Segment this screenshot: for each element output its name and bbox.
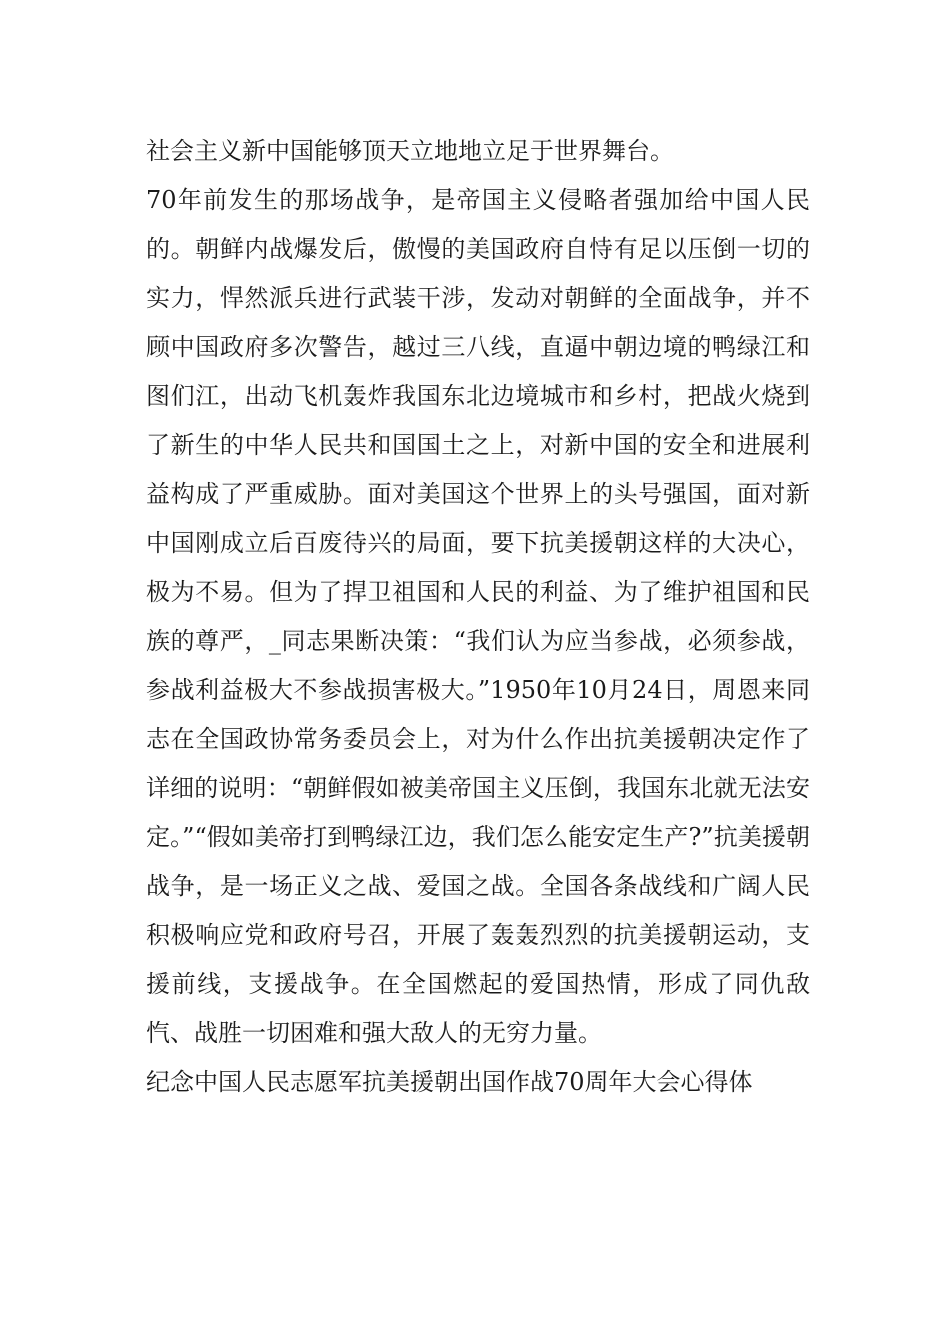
body-text [146, 127, 810, 1107]
paragraph-3: 纪念中国人民志愿军抗美援朝出国作战70周年大会心得体 [146, 1068, 753, 1096]
paragraph-2: 70年前发生的那场战争，是帝国主义侵略者强加给中国人民的。朝鲜内战爆发后，傲慢的美国政府自恃有足以压倒一切的实力，悍然派兵进行武装干涉，发动对朝鲜的全面战争，并不顾中国政府多次警告，越过三八线，直逼中朝边境的鸭绿江和图们江，出动飞机轰炸我国东北边境城市和乡村，把战火烧到了新生的中华人民共和国国土之上，对新中国的安全和进展利益构成了严重威胁。面对美国这个世界上的头号强国，面对新中国刚成立后百废待兴的局面，要下抗美援朝这样的大决心，极为不易。但为了捍卫祖国和人民的利益、为了维护祖国和民族的尊严，_同志果断决策：“我们认为应当参战，必须参战，参战利益极大不参战损害极大。”1950年10月24日，周恩来同志在全国政协常务委员会上，对为什么作出抗美援朝决定作了详细的说明：“朝鲜假如被美帝国主义压倒，我国东北就无法安定。”“假如美帝打到鸭绿江边，我们怎么能安定生产?”抗美援朝战争，是一场正义之战、爱国之战。全国各条战线和广阔人民积极响应党和政府号召，开展了轰轰烈烈的抗美援朝运动，支援前线，支援战争。在全国燃起的爱国热情，形成了同仇敌忾、战胜一切困难和强大敌人的无穷力量。 [146, 186, 810, 1047]
paragraph-1: 社会主义新中国能够顶天立地地立足于世界舞台。 [146, 137, 674, 165]
